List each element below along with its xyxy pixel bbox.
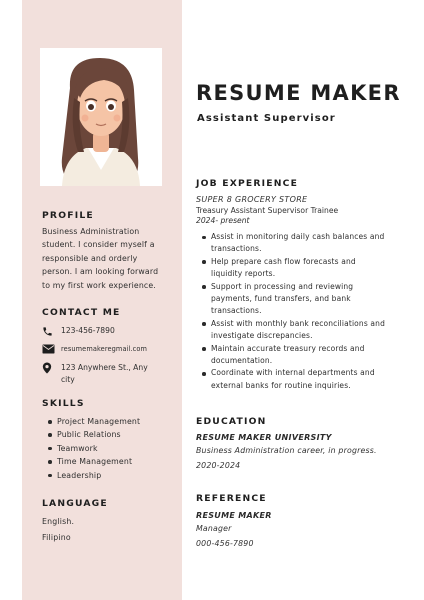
- profile-line: person. I am looking forward: [42, 267, 159, 277]
- education-degree: Business Administration career, in progress.: [196, 446, 377, 455]
- email-icon: [42, 343, 58, 355]
- duty-item: Maintain accurate treasury records and documentation.: [196, 343, 386, 368]
- experience-dates: 2024- present: [196, 216, 250, 225]
- education-heading: EDUCATION: [196, 416, 267, 427]
- duty-item: Support in processing and reviewing payments, fund transfers, and bank transactions.: [196, 281, 386, 318]
- skills-heading: SKILLS: [42, 398, 85, 409]
- resume-role: Assistant Supervisor: [197, 113, 336, 124]
- profile-photo: [40, 48, 162, 186]
- skills-list: [42, 415, 140, 482]
- avatar-illustration: [40, 48, 162, 186]
- contact-email: resumemakeregmail.com: [61, 345, 148, 353]
- contact-address-row: [42, 362, 161, 386]
- skill-item: Project Management: [42, 415, 140, 428]
- profile-line: to my first work experience.: [42, 280, 156, 290]
- experience-position: Treasury Assistant Supervisor Trainee: [196, 206, 339, 215]
- profile-heading: PROFILE: [42, 210, 94, 221]
- contact-address: 123 Anywhere St., Any city: [61, 363, 148, 384]
- skill-item: Teamwork: [42, 442, 140, 455]
- duty-item: Assist with monthly bank reconciliations and investigate discrepancies.: [196, 318, 386, 343]
- profile-line: responsible and orderly: [42, 253, 138, 263]
- reference-heading: REFERENCE: [196, 493, 267, 504]
- location-pin-icon: [42, 362, 58, 374]
- language-heading: LANGUAGE: [42, 498, 108, 509]
- language-item: English.: [42, 517, 75, 526]
- contact-email-row: [42, 343, 161, 355]
- reference-name: RESUME MAKER: [196, 511, 272, 520]
- profile-line: student. I consider myself a: [42, 240, 155, 250]
- experience-company: SUPER 8 GROCERY STORE: [196, 195, 308, 204]
- experience-heading: JOB EXPERIENCE: [196, 178, 299, 189]
- duty-item: Help prepare cash flow forecasts and liquidity reports.: [196, 256, 386, 281]
- language-item: Filipino: [42, 533, 71, 542]
- profile-summary: [42, 225, 170, 292]
- experience-duties-list: [196, 231, 386, 392]
- language-list: [42, 514, 74, 546]
- reference-phone: 000-456-7890: [196, 539, 254, 548]
- contact-phone: 123-456-7890: [61, 326, 115, 335]
- duty-item: Coordinate with internal departments and external banks for routine inquiries.: [196, 367, 386, 392]
- skill-item: Leadership: [42, 469, 140, 482]
- skill-item: Time Management: [42, 455, 140, 468]
- contact-phone-row: [42, 325, 161, 337]
- education-school: RESUME MAKER UNIVERSITY: [196, 433, 332, 442]
- education-years: 2020-2024: [196, 461, 241, 470]
- contact-heading: CONTACT ME: [42, 307, 121, 318]
- skill-item: Public Relations: [42, 428, 140, 441]
- reference-role: Manager: [196, 524, 232, 533]
- resume-name: RESUME MAKER: [196, 81, 401, 105]
- duty-item: Assist in monitoring daily cash balances and transactions.: [196, 231, 386, 256]
- phone-icon: [42, 325, 58, 337]
- profile-line: Business Administration: [42, 227, 140, 236]
